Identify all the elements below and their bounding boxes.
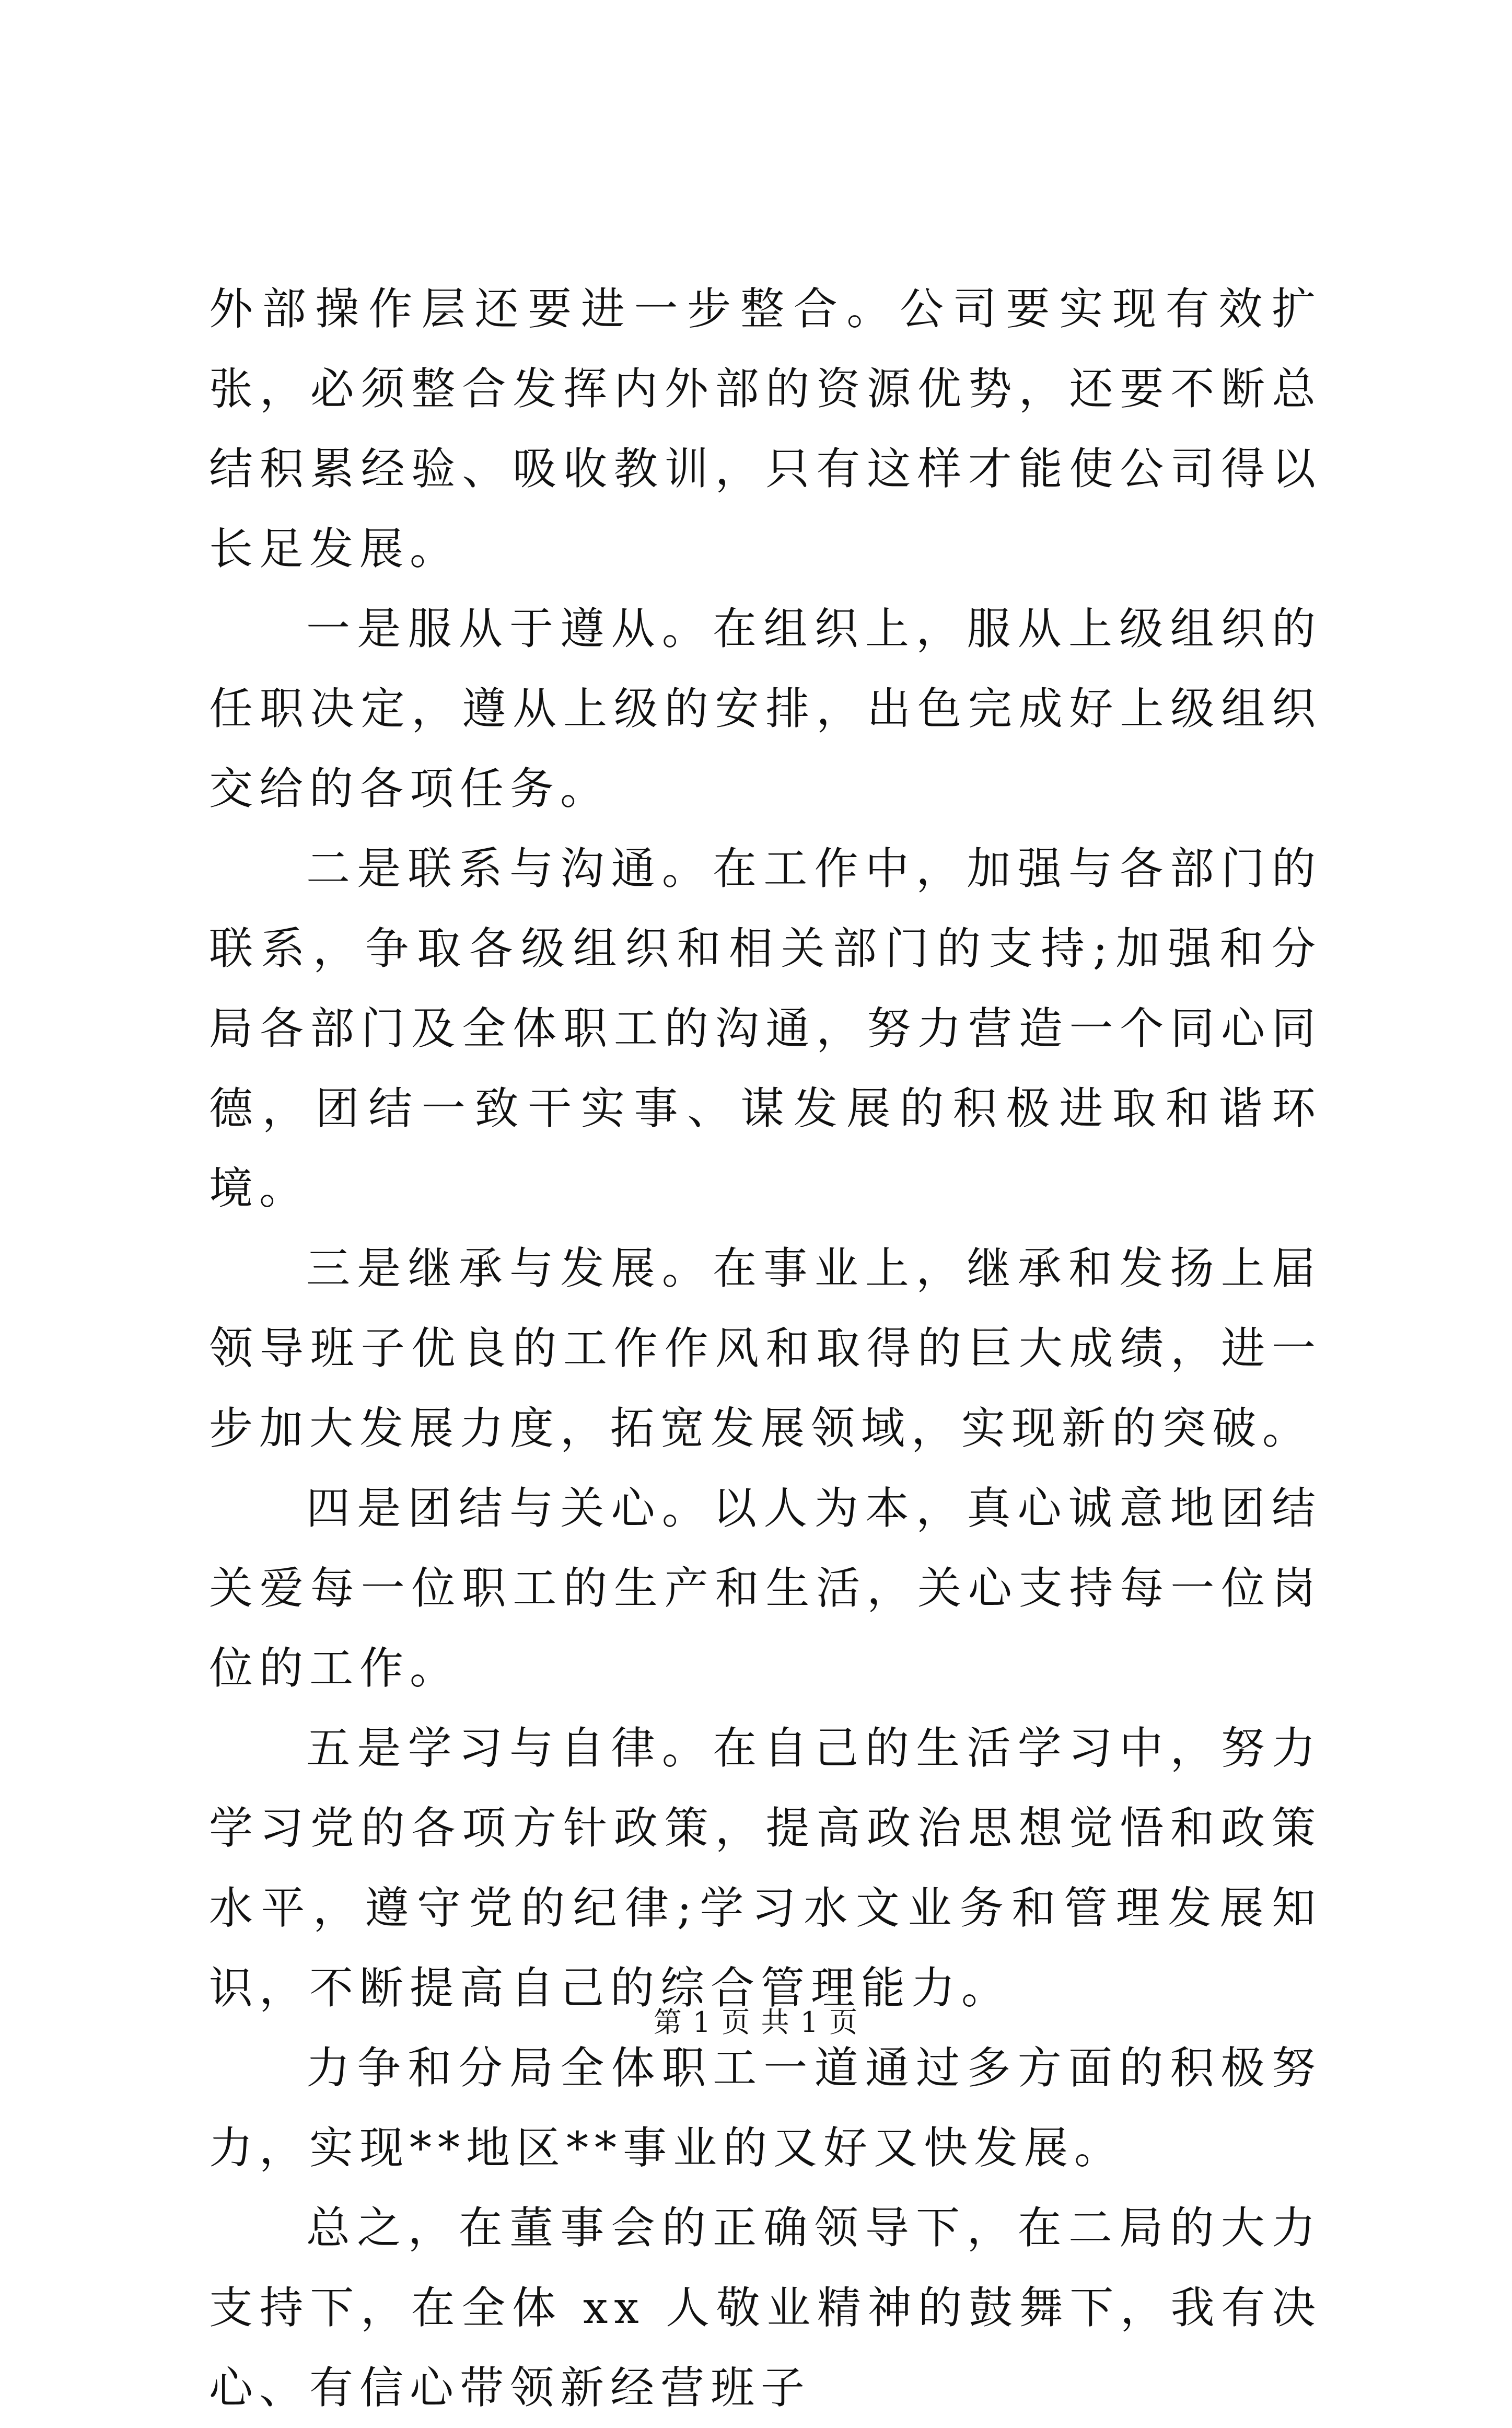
paragraph-conclusion: 总之，在董事会的正确领导下，在二局的大力支持下，在全体 xx 人敬业精神的鼓舞下，我有决心、有信心带领新经营班子 bbox=[209, 2202, 1322, 2413]
paragraph-inheritance: 三是继承与发展。在事业上，继承和发扬上届领导班子优良的工作作风和取得的巨大成绩，进一步加大发展力度，拓宽发展领域，实现新的突破。 bbox=[209, 1243, 1322, 1454]
paragraph-strive: 力争和分局全体职工一道通过多方面的积极努力，实现**地区**事业的又好又快发展。 bbox=[209, 2042, 1322, 2173]
paragraph-continuation: 外部操作层还要进一步整合。公司要实现有效扩张，必须整合发挥内外部的资源优势，还要不断总结积累经验、吸收教训，只有这样才能使公司得以长足发展。 bbox=[209, 283, 1322, 574]
paragraph-study: 五是学习与自律。在自己的生活学习中，努力学习党的各项方针政策，提高政治思想觉悟和政策水平，遵守党的纪律;学习水文业务和管理发展知识，不断提高自己的综合管理能力。 bbox=[209, 1722, 1322, 2014]
paragraph-unity: 四是团结与关心。以人为本，真心诚意地团结关爱每一位职工的生产和生活，关心支持每一位岗位的工作。 bbox=[209, 1483, 1322, 1694]
page-footer: 第 1 页 共 1 页 bbox=[653, 2006, 859, 2039]
paragraph-obey: 一是服从于遵从。在组织上，服从上级组织的任职决定，遵从上级的安排，出色完成好上级组织交给的各项任务。 bbox=[209, 603, 1322, 814]
document-body bbox=[209, 269, 1322, 2428]
paragraph-communication: 二是联系与沟通。在工作中，加强与各部门的联系，争取各级组织和相关部门的支持;加强和分局各部门及全体职工的沟通，努力营造一个同心同德，团结一致干实事、谋发展的积极进取和谐环境。 bbox=[209, 843, 1322, 1214]
